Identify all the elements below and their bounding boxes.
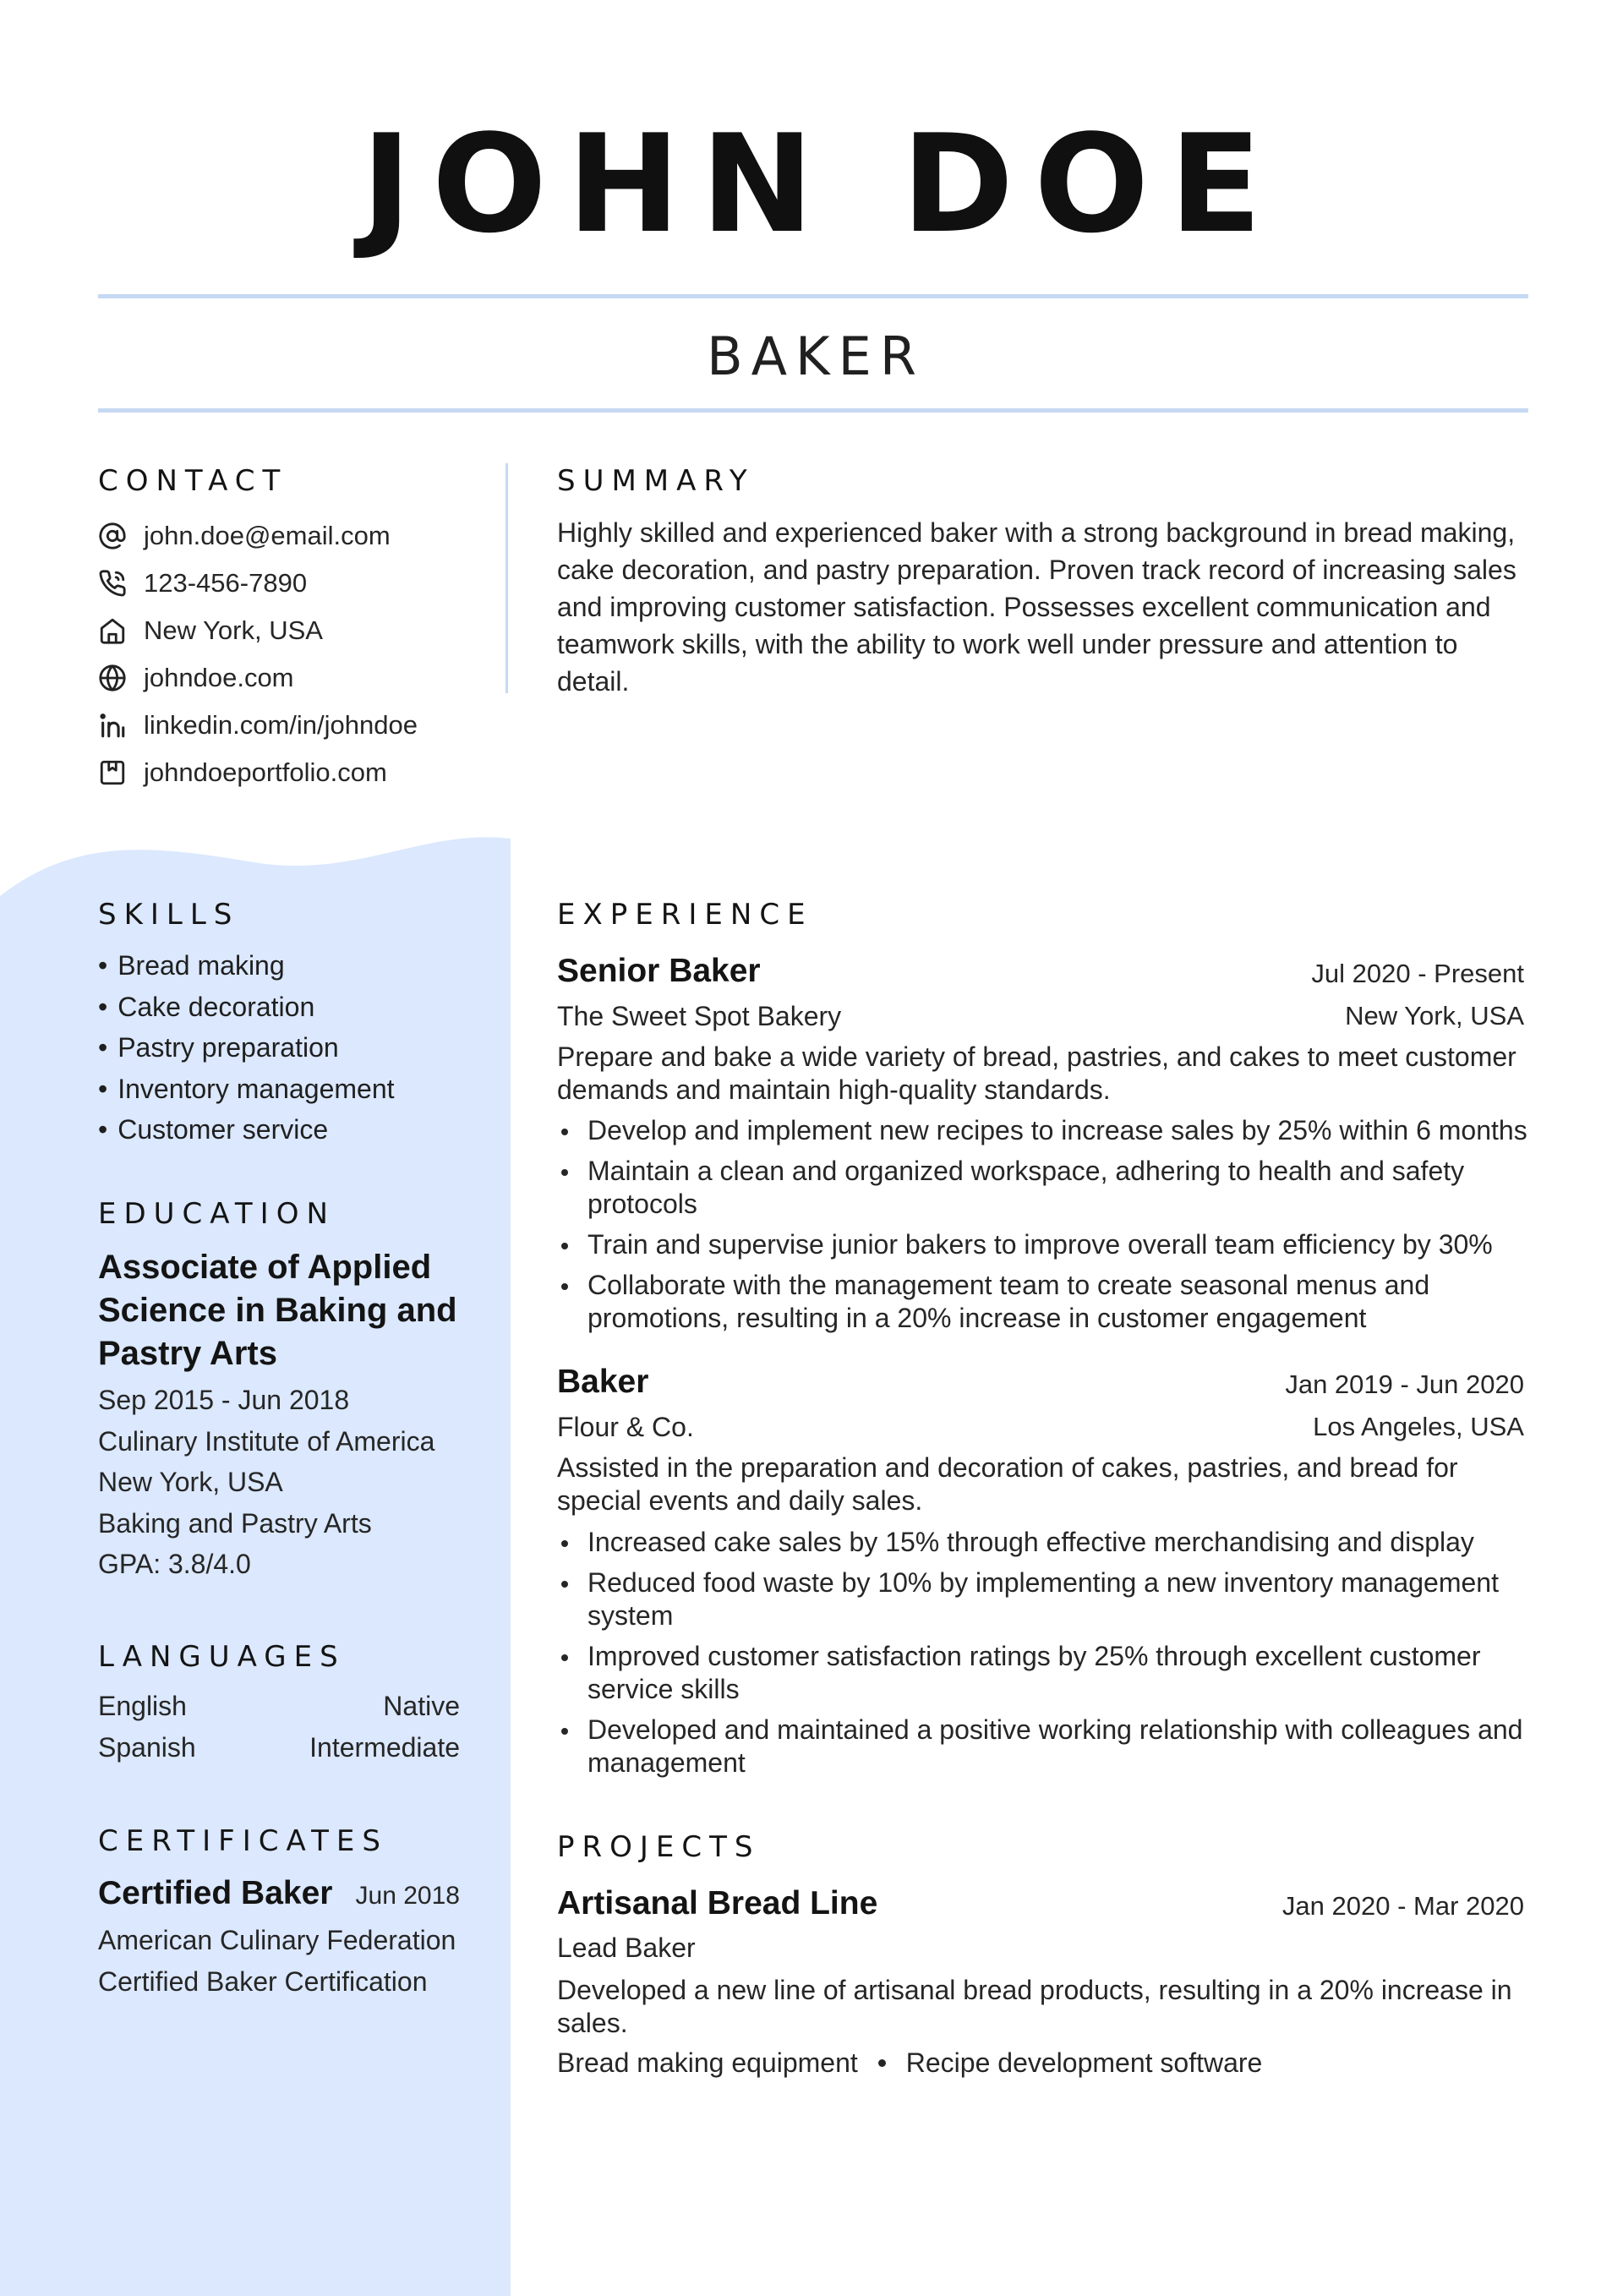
home-icon	[98, 616, 127, 645]
project-tool: Bread making equipment	[557, 2047, 858, 2078]
education-location: New York, USA	[98, 1467, 283, 1497]
contact-website-text: johndoe.com	[144, 663, 294, 692]
education-heading: EDUCATION	[98, 1197, 336, 1231]
certificate-details	[98, 1924, 462, 1998]
certificate-date: Jun 2018	[355, 1882, 460, 1910]
at-icon	[98, 522, 127, 550]
project-tools	[557, 2042, 1262, 2083]
list-item: Increased cake sales by 15% through effective merchandising and display	[557, 1526, 1529, 1559]
certificate-issuer: American Culinary Federation	[98, 1925, 456, 1955]
language-level: Native	[383, 1691, 460, 1721]
contact-linkedin[interactable]	[98, 702, 495, 749]
project-description: Developed a new line of artisanal bread products, resulting in a 20% increase in sales.	[557, 1975, 1512, 2038]
summary-heading: SUMMARY	[557, 464, 755, 498]
contact-linkedin-text: linkedin.com/in/johndoe	[144, 710, 418, 740]
list-item: Developed and maintained a positive working relationship with colleagues and management	[557, 1714, 1529, 1779]
job-title: BAKER	[707, 325, 925, 387]
contact-phone-text: 123-456-7890	[144, 568, 308, 598]
education-field: Baking and Pastry Arts	[98, 1507, 372, 1539]
skill-item: • Pastry preparation	[98, 1027, 487, 1069]
languages-heading: LANGUAGES	[98, 1640, 346, 1674]
list-item: Maintain a clean and organized workspace, adhering to health and safety protocols	[557, 1155, 1529, 1221]
certificate-name: Certified Baker	[98, 1875, 333, 1911]
column-divider	[505, 463, 508, 693]
contact-list	[98, 512, 495, 796]
skill-item: • Customer service	[98, 1109, 487, 1151]
experience-heading: EXPERIENCE	[557, 898, 813, 932]
contact-location-text: New York, USA	[144, 615, 323, 645]
linkedin-icon	[98, 711, 127, 740]
skills-heading: SKILLS	[98, 898, 240, 932]
languages-list	[98, 1686, 460, 1768]
language-name: Spanish	[98, 1731, 196, 1763]
contact-portfolio[interactable]	[98, 749, 495, 796]
certificates-heading: CERTIFICATES	[98, 1824, 388, 1858]
list-item: Reduced food waste by 10% by implementing a new inventory management system	[557, 1566, 1529, 1632]
project-title: Artisanal Bread Line	[557, 1885, 878, 1922]
contact-portfolio-text: johndoeportfolio.com	[144, 757, 387, 787]
candidate-name: JOHN DOE	[361, 105, 1282, 263]
education-details	[98, 1380, 495, 1585]
skills-list	[98, 945, 487, 1151]
contact-email-text: john.doe@email.com	[144, 521, 391, 550]
summary-text: Highly skilled and experienced baker with a strong background in bread making, cake decoration, and pastry preparation. Proven track record of increasing sales and improving customer satisfaction. Possesses excellent communication and teamwork skills, with the ability to work well under pressure and attention to detail.	[557, 517, 1516, 697]
job-description-1: Prepare and bake a wide variety of bread, pastries, and cakes to meet customer demands and maintain high-quality standards.	[557, 1041, 1516, 1105]
language-row	[98, 1727, 460, 1768]
job-bullets-1	[557, 1114, 1529, 1342]
certificate-description: Certified Baker Certification	[98, 1966, 428, 1997]
header-divider-top	[98, 294, 1528, 298]
job-company-2: Flour & Co.	[557, 1412, 694, 1442]
education-degree: Associate of Applied Science in Baking and Pastry Arts	[98, 1249, 457, 1372]
job-dates-2: Jan 2019 - Jun 2020	[1285, 1369, 1524, 1399]
list-item: Improved customer satisfaction ratings by 25% through excellent customer service skills	[557, 1640, 1529, 1706]
skill-item: • Cake decoration	[98, 987, 487, 1028]
education-dates: Sep 2015 - Jun 2018	[98, 1385, 350, 1415]
contact-location	[98, 607, 495, 654]
skill-item: • Inventory management	[98, 1069, 487, 1110]
project-tool: Recipe development software	[905, 2047, 1263, 2078]
education-school: Culinary Institute of America	[98, 1425, 435, 1457]
skill-item: • Bread making	[98, 945, 487, 987]
project-dates: Jan 2020 - Mar 2020	[1281, 1891, 1524, 1921]
job-dates-1: Jul 2020 - Present	[1311, 959, 1524, 988]
job-company-1: The Sweet Spot Bakery	[557, 1001, 842, 1031]
language-level: Intermediate	[309, 1731, 460, 1763]
list-item: Train and supervise junior bakers to improve overall team efficiency by 30%	[557, 1228, 1529, 1261]
phone-icon	[98, 569, 127, 598]
contact-heading: CONTACT	[98, 464, 288, 498]
job-title-2: Baker	[557, 1364, 649, 1400]
header-divider-bottom	[98, 408, 1528, 413]
project-role: Lead Baker	[557, 1932, 696, 1963]
education-gpa: GPA: 3.8/4.0	[98, 1549, 251, 1579]
portfolio-icon	[98, 758, 127, 787]
list-item: Develop and implement new recipes to increase sales by 25% within 6 months	[557, 1114, 1529, 1147]
contact-email[interactable]	[98, 512, 495, 560]
language-row	[98, 1686, 460, 1727]
contact-website[interactable]	[98, 654, 495, 702]
job-location-1: New York, USA	[1345, 1001, 1524, 1030]
contact-phone[interactable]	[98, 560, 495, 607]
globe-icon	[98, 664, 127, 692]
language-name: English	[98, 1691, 187, 1721]
job-title-1: Senior Baker	[557, 953, 761, 989]
projects-heading: PROJECTS	[557, 1830, 761, 1864]
tool-separator	[878, 2059, 886, 2067]
certificate-header	[98, 1875, 460, 1912]
job-location-2: Los Angeles, USA	[1313, 1412, 1524, 1441]
job-description-2: Assisted in the preparation and decoration of cakes, pastries, and bread for special events and daily sales.	[557, 1452, 1458, 1516]
list-item: Collaborate with the management team to create seasonal menus and promotions, resulting in a 20% increase in customer engagement	[557, 1269, 1529, 1335]
job-bullets-2	[557, 1526, 1529, 1787]
